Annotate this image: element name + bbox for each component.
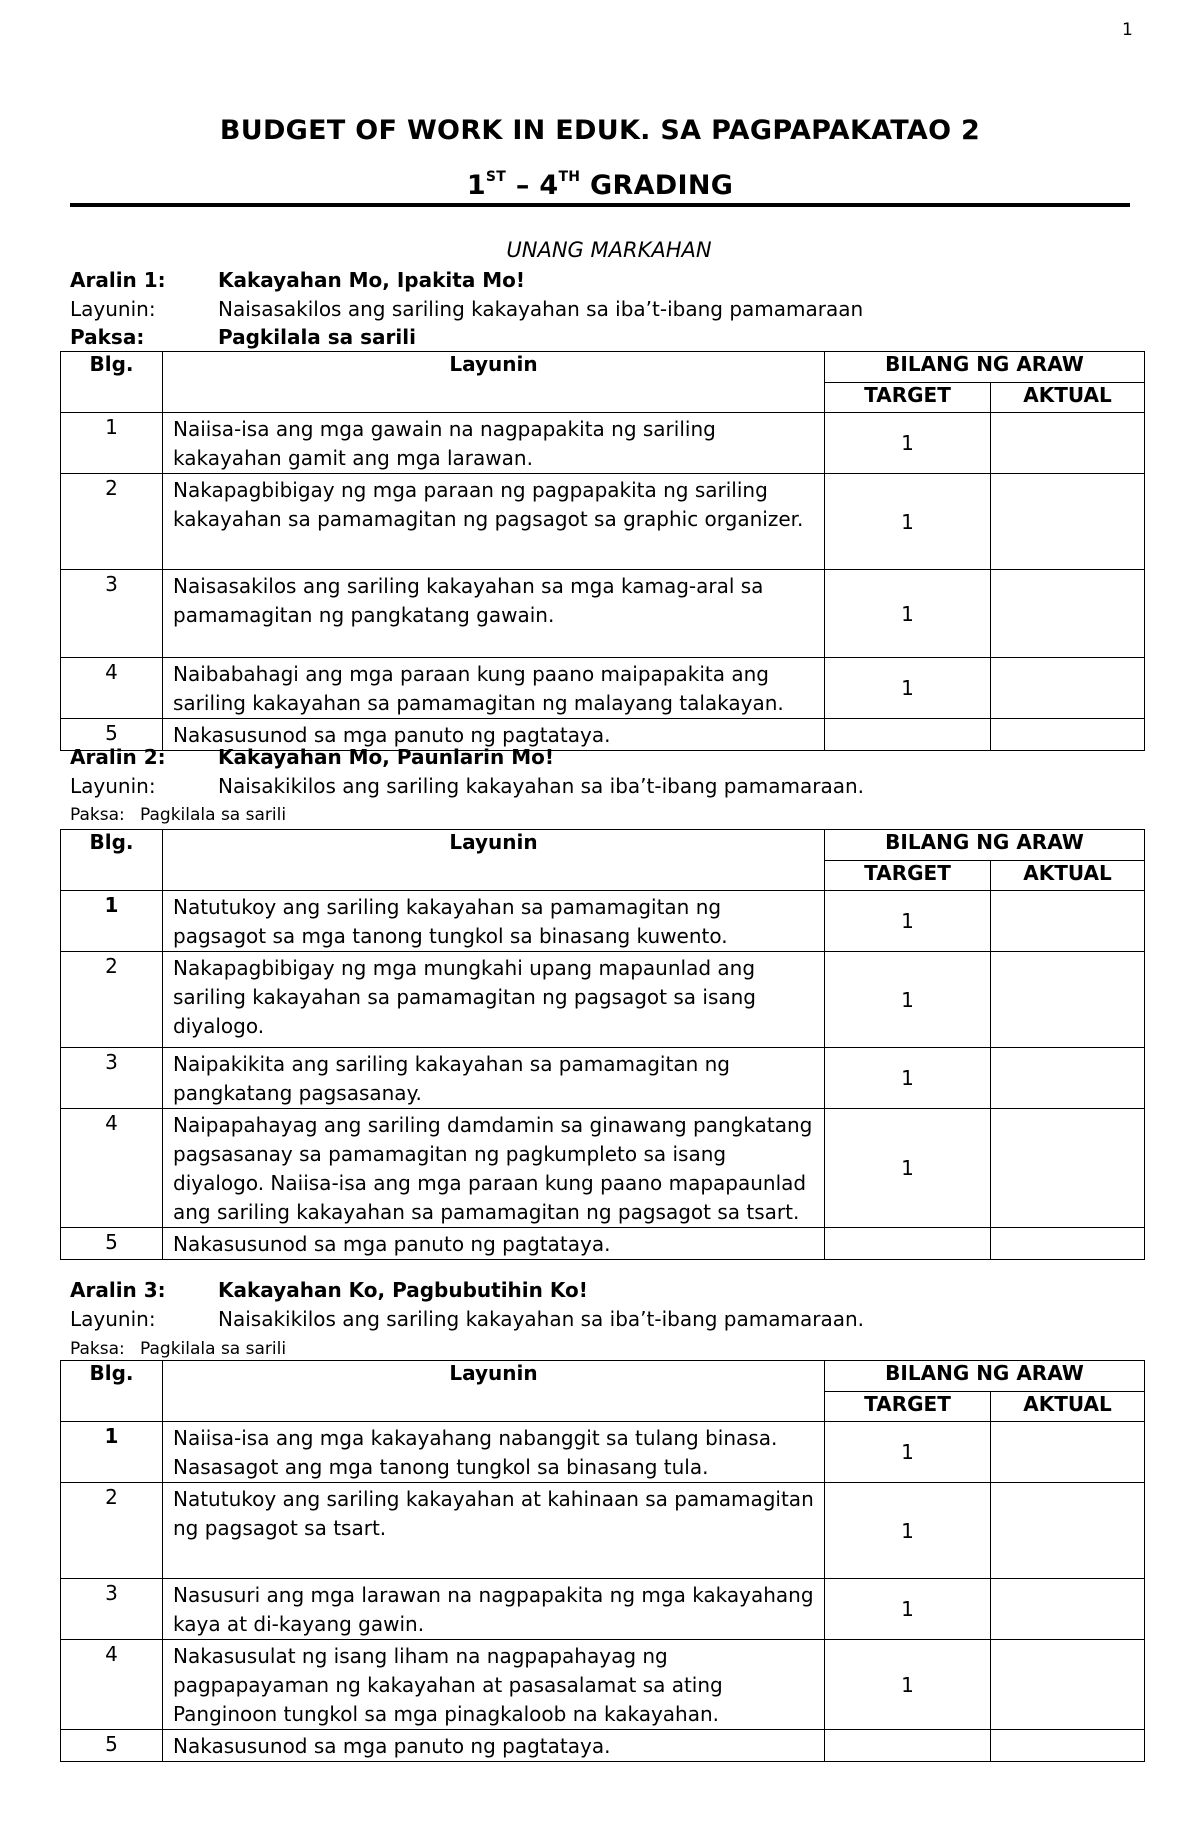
header-blg: Blg.	[61, 352, 163, 413]
row-aktual	[991, 1483, 1145, 1579]
header-layunin: Layunin	[163, 830, 825, 891]
row-aktual	[991, 719, 1145, 751]
row-aktual	[991, 891, 1145, 952]
header-bilang-ng-araw: BILANG NG ARAW	[825, 352, 1145, 383]
header-target: TARGET	[825, 382, 991, 413]
row-objective: Nakapagbibigay ng mga paraan ng pagpapakita ng sariling kakayahan sa pamamagitan ng pagsagot sa graphic organizer.	[163, 474, 825, 570]
row-aktual	[991, 1228, 1145, 1260]
grading-range: 1ST – 4TH GRADING	[466, 169, 734, 201]
row-target: 1	[825, 1048, 991, 1109]
row-objective: Nasusuri ang mga larawan na nagpapakita ng mga kakayahang kaya at di-kayang gawin.	[163, 1579, 825, 1640]
table-row	[61, 474, 1145, 570]
row-objective: Natutukoy ang sariling kakayahan sa pamamagitan ng pagsagot sa mga tanong tungkol sa binasang kuwento.	[163, 891, 825, 952]
row-target: 1	[825, 1640, 991, 1730]
row-target: 1	[825, 952, 991, 1048]
row-aktual	[991, 658, 1145, 719]
row-aktual	[991, 1422, 1145, 1483]
row-target: 1	[825, 1579, 991, 1640]
row-number: 5	[61, 1730, 163, 1762]
row-number: 2	[61, 952, 163, 1048]
row-aktual	[991, 413, 1145, 474]
row-target: 1	[825, 891, 991, 952]
row-objective: Nakasusulat ng isang liham na nagpapahayag ng pagpapayaman ng kakayahan at pasasalamat sa ating Panginoon tungkol sa mga pinagkaloob na kakayahan.	[163, 1640, 825, 1730]
header-layunin: Layunin	[163, 352, 825, 413]
row-number: 3	[61, 570, 163, 658]
table-row	[61, 1048, 1145, 1109]
row-target: 1	[825, 474, 991, 570]
table-row	[61, 1483, 1145, 1579]
header-blg: Blg.	[61, 830, 163, 891]
table-row	[61, 891, 1145, 952]
row-aktual	[991, 1640, 1145, 1730]
row-objective: Nakasusunod sa mga panuto ng pagtataya.	[163, 1730, 825, 1762]
row-target	[825, 1730, 991, 1762]
header-aktual: AKTUAL	[991, 382, 1145, 413]
row-objective: Naisasakilos ang sariling kakayahan sa mga kamag-aral sa pamamagitan ng pangkatang gawain.	[163, 570, 825, 658]
row-aktual	[991, 474, 1145, 570]
row-objective: Naipakikita ang sariling kakayahan sa pamamagitan ng pangkatang pagsasanay.	[163, 1048, 825, 1109]
row-objective: Naibabahagi ang mga paraan kung paano maipapakita ang sariling kakayahan sa pamamagitan ng malayang talakayan.	[163, 658, 825, 719]
table-row	[61, 1730, 1145, 1762]
row-number: 4	[61, 1109, 163, 1228]
row-target: 1	[825, 1109, 991, 1228]
row-target: 1	[825, 658, 991, 719]
row-number: 1	[61, 413, 163, 474]
row-aktual	[991, 1109, 1145, 1228]
table-row	[61, 1109, 1145, 1228]
row-number: 5	[61, 1228, 163, 1260]
row-objective: Natutukoy ang sariling kakayahan at kahinaan sa pamamagitan ng pagsagot sa tsart.	[163, 1483, 825, 1579]
row-target	[825, 1228, 991, 1260]
row-aktual	[991, 1579, 1145, 1640]
row-number: 2	[61, 1483, 163, 1579]
header-aktual: AKTUAL	[991, 860, 1145, 891]
row-aktual	[991, 570, 1145, 658]
row-number: 1	[61, 891, 163, 952]
header-bilang-ng-araw: BILANG NG ARAW	[825, 830, 1145, 861]
row-objective: Nakasusunod sa mga panuto ng pagtataya.	[163, 719, 825, 751]
quarter-heading: UNANG MARKAHAN	[506, 238, 712, 262]
header-aktual: AKTUAL	[991, 1391, 1145, 1422]
row-objective: Naipapahayag ang sariling damdamin sa ginawang pangkatang pagsasanay sa pamamagitan ng pagkumpleto sa isang diyalogo. Naiisa-isa ang mga paraan kung paano mapapaunlad ang sariling kakayahan sa pamamagitan ng pagsagot sa tsart.	[163, 1109, 825, 1228]
header-layunin: Layunin	[163, 1361, 825, 1422]
row-number: 3	[61, 1048, 163, 1109]
row-target: 1	[825, 1422, 991, 1483]
table-row	[61, 1228, 1145, 1260]
row-aktual	[991, 952, 1145, 1048]
header-target: TARGET	[825, 860, 991, 891]
table-row	[61, 952, 1145, 1048]
table-row	[61, 1422, 1145, 1483]
row-target: 1	[825, 570, 991, 658]
row-objective: Nakasusunod sa mga panuto ng pagtataya.	[163, 1228, 825, 1260]
table-row	[61, 413, 1145, 474]
row-aktual	[991, 1730, 1145, 1762]
row-number: 4	[61, 658, 163, 719]
row-target: 1	[825, 413, 991, 474]
row-number: 4	[61, 1640, 163, 1730]
row-number: 1	[61, 1422, 163, 1483]
header-blg: Blg.	[61, 1361, 163, 1422]
row-aktual	[991, 1048, 1145, 1109]
title-divider	[70, 203, 1130, 207]
row-number: 5	[61, 719, 163, 751]
row-number: 3	[61, 1579, 163, 1640]
row-objective: Naiisa-isa ang mga kakayahang nabanggit sa tulang binasa. Nasasagot ang mga tanong tungkol sa binasang tula.	[163, 1422, 825, 1483]
table-row	[61, 1579, 1145, 1640]
table-row	[61, 570, 1145, 658]
row-objective: Naiisa-isa ang mga gawain na nagpapakita ng sariling kakayahan gamit ang mga larawan.	[163, 413, 825, 474]
aralin-1-table	[60, 351, 1145, 751]
row-target: 1	[825, 1483, 991, 1579]
header-target: TARGET	[825, 1391, 991, 1422]
document-title: BUDGET OF WORK IN EDUK. SA PAGPAPAKATAO 2	[219, 115, 981, 146]
table-row	[61, 658, 1145, 719]
row-objective: Nakapagbibigay ng mga mungkahi upang mapaunlad ang sariling kakayahan sa pamamagitan ng pagsagot sa isang diyalogo.	[163, 952, 825, 1048]
aralin-2-table	[60, 829, 1145, 1260]
page-number: 1	[1122, 20, 1133, 40]
row-number: 2	[61, 474, 163, 570]
row-target	[825, 719, 991, 751]
table-row	[61, 1640, 1145, 1730]
aralin-3-table	[60, 1360, 1145, 1762]
header-bilang-ng-araw: BILANG NG ARAW	[825, 1361, 1145, 1392]
